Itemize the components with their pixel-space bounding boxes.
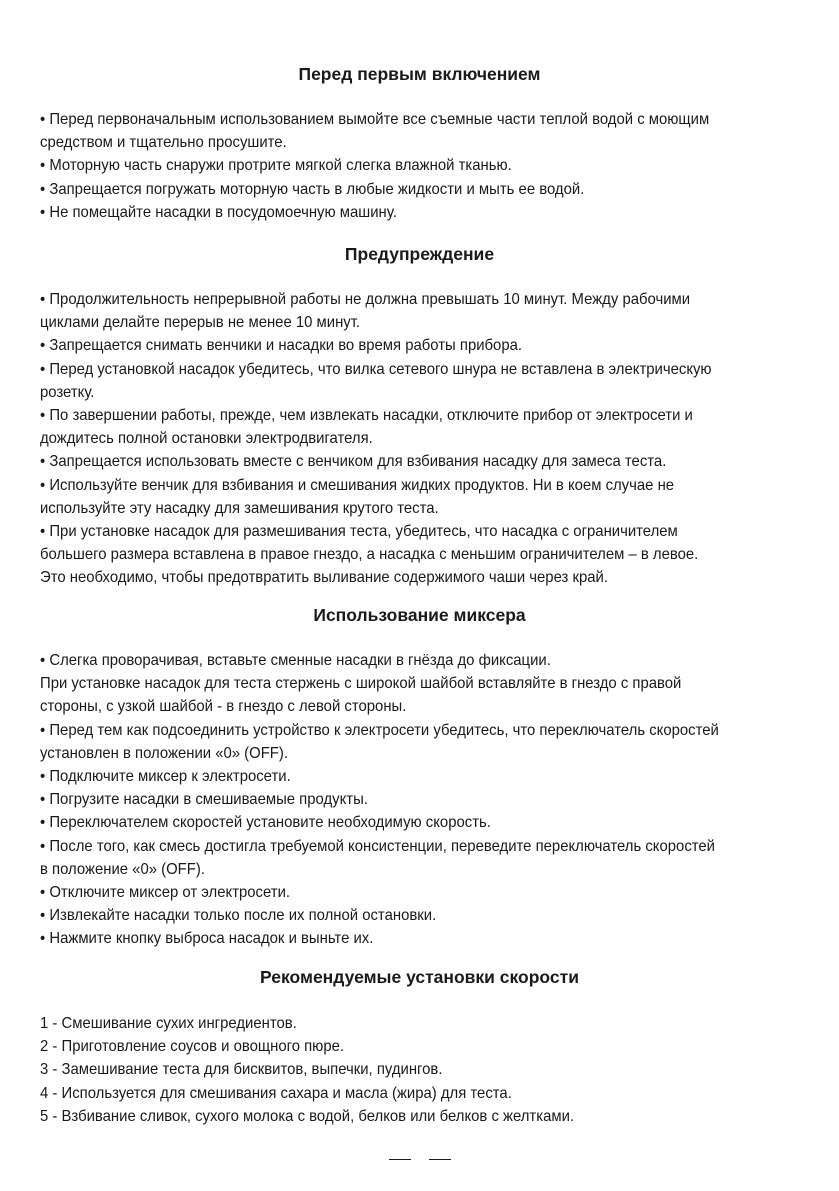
speed-setting-item: 1 - Смешивание сухих ингредиентов. [40, 1015, 297, 1032]
text-line: • Переключателем скоростей установите необходимую скорость. [40, 814, 491, 832]
text-line: средством и тщательно просушите. [40, 134, 287, 152]
speed-setting-item: 4 - Используется для смешивания сахара и масла (жира) для теста. [40, 1084, 512, 1102]
text-line: • По завершении работы, прежде, чем извлекать насадки, отключите прибор от электросети и [40, 407, 693, 425]
text-line: Это необходимо, чтобы предотвратить выливание содержимого чаши через край. [40, 569, 608, 587]
speed-setting-item: 2 - Приготовление соусов и овощного пюре. [40, 1038, 345, 1056]
section-heading-speed-settings: Рекомендуемые установки скорости [260, 967, 579, 987]
text-line: • Подключите миксер к электросети. [40, 768, 291, 786]
text-line: • Запрещается снимать венчики и насадки во время работы прибора. [40, 337, 523, 355]
text-line: • Перед тем как подсоединить устройство к электросети убедитесь, что переключатель скоростей [40, 721, 719, 739]
page-number-dash-right [429, 1159, 451, 1160]
section-heading-mixer-usage: Использование миксера [313, 605, 526, 625]
text-line: • Моторную часть снаружи протрите мягкой слегка влажной тканью. [40, 157, 512, 175]
text-line: стороны, с узкой шайбой - в гнездо с левой стороны. [40, 698, 407, 716]
text-line: • Перед установкой насадок убедитесь, что вилка сетевого шнура не вставлена в электрическую [40, 360, 712, 378]
text-line: установлен в положении «0» (OFF). [40, 744, 288, 762]
text-line: • Извлекайте насадки только после их полной остановки. [40, 907, 437, 925]
text-line: • Отключите миксер от электросети. [40, 884, 291, 902]
section-text-mixer-usage [40, 649, 810, 951]
section-text-warning [40, 288, 810, 590]
text-line: • Слегка проворачивая, вставьте сменные насадки в гнёзда до фиксации. [40, 652, 551, 669]
text-line: • При установке насадок для размешивания теста, убедитесь, что насадка с ограничителем [40, 523, 678, 541]
section-heading-before-first-use: Перед первым включением [298, 64, 541, 84]
text-line: • Перед первоначальным использованием вымойте все съемные части теплой водой с моющим [40, 111, 710, 128]
text-line: розетку. [40, 383, 95, 401]
text-line: • Погрузите насадки в смешиваемые продукты. [40, 791, 368, 809]
text-line: • Нажмите кнопку выброса насадок и выньте их. [40, 930, 374, 948]
text-line: • Используйте венчик для взбивания и смешивания жидких продуктов. Ни в коем случае не [40, 476, 675, 494]
section-text-speed-settings [40, 1012, 810, 1128]
speed-setting-item: 3 - Замешивание теста для бисквитов, выпечки, пудингов. [40, 1061, 443, 1079]
text-line: • После того, как смесь достигла требуемой консистенции, переведите переключатель скоростей [40, 837, 715, 855]
text-line: циклами делайте перерыв не менее 10 минут. [40, 314, 361, 332]
text-line: в положение «0» (OFF). [40, 860, 205, 878]
text-line: дождитесь полной остановки электродвигателя. [40, 430, 373, 448]
text-line: • Запрещается погружать моторную часть в любые жидкости и мыть ее водой. [40, 180, 585, 198]
text-line: При установке насадок для теста стержень с широкой шайбой вставляйте в гнездо с правой [40, 675, 682, 693]
text-line: используйте эту насадку для замешивания крутого теста. [40, 499, 439, 517]
section-heading-warning: Предупреждение [344, 244, 495, 264]
text-line: большего размера вставлена в правое гнездо, а насадка с меньшим ограничителем – в левое. [40, 546, 699, 564]
page-number-dash-left [389, 1159, 411, 1160]
text-line: • Не помещайте насадки в посудомоечную машину. [40, 203, 397, 221]
section-text-before-first-use [40, 108, 810, 224]
page-number-marker [0, 1150, 839, 1166]
text-line: • Продолжительность непрерывной работы не должна превышать 10 минут. Между рабочими [40, 291, 691, 308]
text-line: • Запрещается использовать вместе с венчиком для взбивания насадку для замеса теста. [40, 453, 667, 471]
speed-setting-item: 5 - Взбивание сливок, сухого молока с водой, белков или белков с желтками. [40, 1107, 575, 1125]
